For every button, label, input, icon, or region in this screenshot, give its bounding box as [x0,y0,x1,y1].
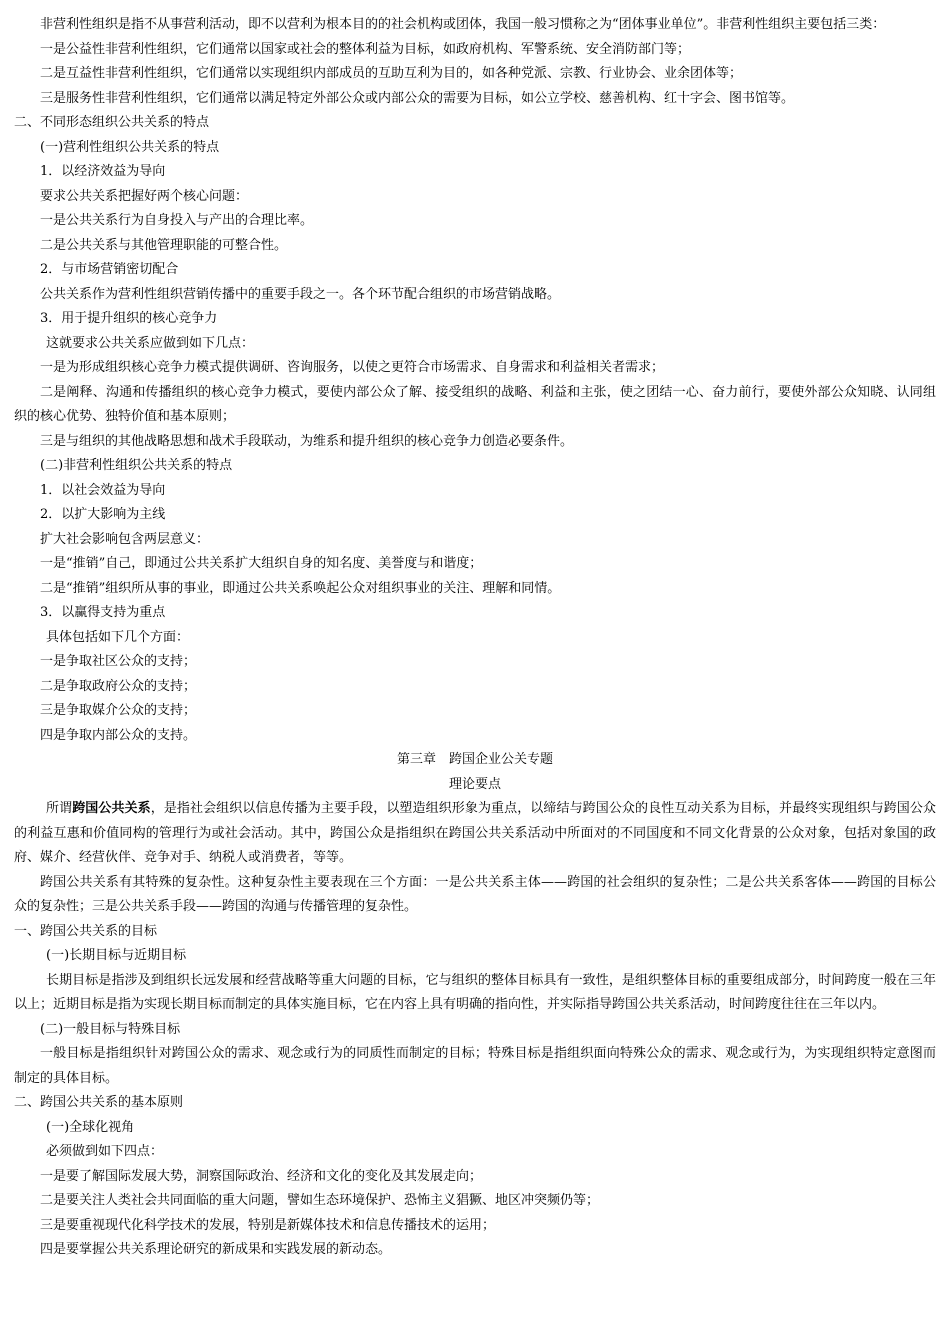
text-line: 二是互益性非营利性组织，它们通常以实现组织内部成员的互助互利为目的，如各种党派、宗教、行业协会、业余团体等； [40,66,743,81]
text-line: 三是要重视现代化科学技术的发展，特别是新媒体技术和信息传播技术的运用； [40,1217,496,1233]
document-page [14,13,936,1263]
text-line: 第三章 跨国企业公关专题 [396,752,553,767]
text-line: 扩大社会影响包含两层意义： [40,531,210,547]
text-line: 一是要了解国际发展大势，洞察国际政治、经济和文化的变化及其发展走向； [40,1168,483,1184]
text-line: 一、跨国公共关系的目标 [14,923,158,939]
text-line: 非营利性组织是指不从事营利活动，即不以营利为根本目的的社会机构或团体，我国一般习惯称之为“团体事业单位”。非营利性组织主要包括三类： [40,17,886,32]
text-line: 长期目标是指涉及到组织长远发展和经营战略等重大问题的目标，它与组织的整体目标具有一致性，是组织整体目标的重要组成部分，时间跨度一般在三年以上；近期目标是指为实现长期目标而制定的具体实施目标，它在内容上具有明确的指向性，并实际指导跨国公共关系活动，时间跨度往往在三年以内。 [14,972,936,1012]
text-line: (二)一般目标与特殊目标 [40,1021,181,1037]
text-line: 这就要求公共关系应做到如下几点： [46,335,255,351]
section-transnational-pr [14,871,936,1263]
definition-body: ，是指社会组织以信息传播为主要手段，以塑造组织形象为重点，以缔结与跨国公众的良性互动关系为目标，并最终实现组织与跨国公众的利益互惠和价值同构的管理行为或社会活动。其中，跨国公众是指组织在跨国公共关系活动中所面对的不同国度和不同文化背景的公众对象，包括对象国的政府、媒介、经营伙伴、竞争对手、纳税人或消费者，等等。 [14,801,936,865]
text-line: 公共关系作为营利性组织营销传播中的重要手段之一。各个环节配合组织的市场营销战略。 [40,286,561,302]
text-line: 2．与市场营销密切配合 [40,262,179,277]
text-line: 二是争取政府公众的支持； [40,678,197,694]
text-line: 2．以扩大影响为主线 [40,507,166,522]
definition-lead: 所谓 [46,801,73,816]
text-line: (一)营利性组织公共关系的特点 [40,139,220,155]
text-line: 二是要关注人类社会共同面临的重大问题，譬如生态环境保护、恐怖主义猖獗、地区冲突频仍等； [40,1193,600,1208]
text-line: (二)非营利性组织公共关系的特点 [40,458,233,473]
text-line: 一般目标是指组织针对跨国公众的需求、观念或行为的同质性而制定的目标；特殊目标是指组织面向特殊公众的需求、观念或行为，为实现组织特定意图而制定的具体目标。 [14,1046,936,1086]
text-line: 一是争取社区公众的支持； [40,654,197,669]
transnational-pr-definition [14,797,936,871]
section-nonprofit-and-features [14,13,936,797]
text-line: 二是公共关系与其他管理职能的可整合性。 [40,237,288,253]
text-line: 1．以经济效益为导向 [40,164,166,179]
text-line: 四是争取内部公众的支持。 [40,727,197,743]
text-line: 理论要点 [448,776,501,792]
text-line: 一是“推销”自己，即通过公共关系扩大组织自身的知名度、美誉度与和谐度； [40,556,483,571]
text-line: 三是服务性非营利性组织，它们通常以满足特定外部公众或内部公众的需要为目标，如公立学校、慈善机构、红十字会、图书馆等。 [40,90,795,106]
text-line: 必须做到如下四点： [46,1144,164,1159]
text-line: 一是为形成组织核心竞争力模式提供调研、咨询服务，以使之更符合市场需求、自身需求和利益相关者需求； [40,360,665,375]
text-line: (一)全球化视角 [46,1119,135,1135]
text-line: 二是阐释、沟通和传播组织的核心竞争力模式，要使内部公众了解、接受组织的战略、利益和主张，使之团结一心、奋力前行，要使外部公众知晓、认同组织的核心优势、独特价值和基本原则； [14,384,936,424]
text-line: 二、跨国公共关系的基本原则 [14,1095,184,1110]
text-line: 跨国公共关系有其特殊的复杂性。这种复杂性主要表现在三个方面：一是公共关系主体——跨国的社会组织的复杂性；二是公共关系客体——跨国的目标公众的复杂性；三是公共关系手段——跨国的沟通与传播管理的复杂性。 [14,874,936,914]
text-line: (一)长期目标与近期目标 [46,948,187,963]
text-line: 二是“推销”组织所从事的事业，即通过公共关系唤起公众对组织事业的关注、理解和同情。 [40,580,561,596]
text-line: 三是与组织的其他战略思想和战术手段联动，为维系和提升组织的核心竞争力创造必要条件。 [40,433,574,449]
text-line: 一是公共关系行为自身投入与产出的合理比率。 [40,213,314,228]
text-line: 3．用于提升组织的核心竞争力 [40,311,218,326]
text-line: 3．以赢得支持为重点 [40,605,166,620]
text-line: 1．以社会效益为导向 [40,482,166,498]
text-line: 一是公益性非营利性组织，它们通常以国家或社会的整体利益为目标，如政府机构、军警系统、安全消防部门等； [40,41,691,57]
definition-term: 跨国公共关系 [72,801,151,816]
text-line: 具体包括如下几个方面： [46,629,190,645]
text-line: 要求公共关系把握好两个核心问题： [40,188,249,204]
text-line: 二、不同形态组织公共关系的特点 [14,115,210,130]
text-line: 四是要掌握公共关系理论研究的新成果和实践发展的新动态。 [40,1242,392,1257]
text-line: 三是争取媒介公众的支持； [40,703,197,718]
